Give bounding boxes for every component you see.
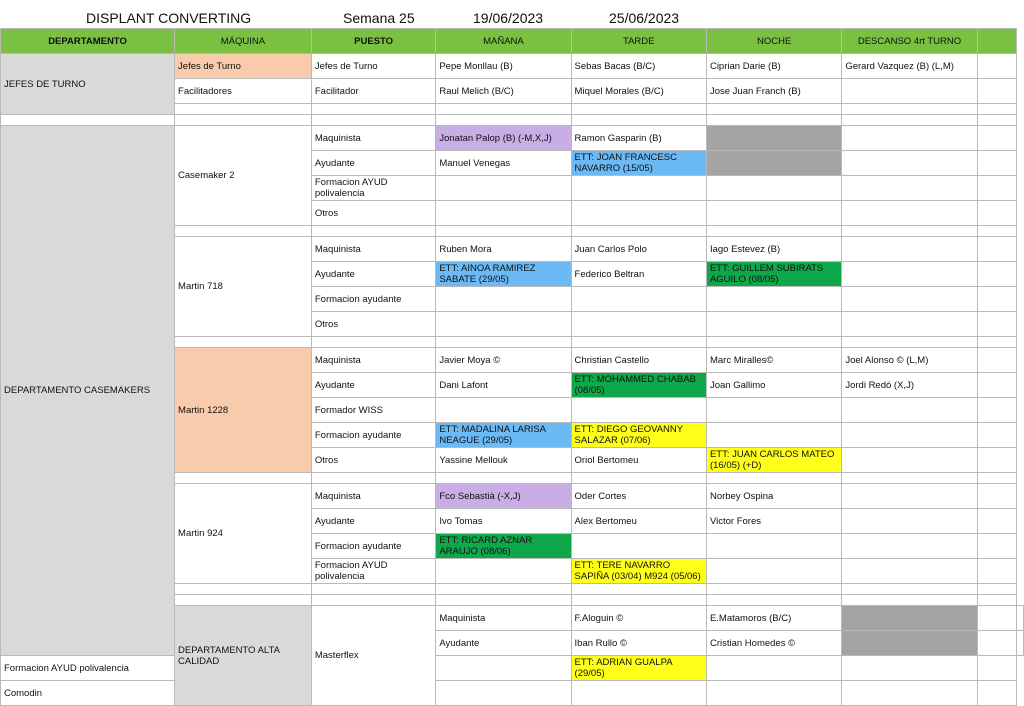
descanso-cell[interactable]: Gerard Vazquez (B) (L,M) <box>842 54 977 79</box>
cell[interactable] <box>977 287 1016 312</box>
noche-cell[interactable] <box>706 312 841 337</box>
col-header-departamento[interactable]: DEPARTAMENTO <box>1 29 175 54</box>
table-row <box>1 681 1024 706</box>
dept-alta-calidad[interactable]: DEPARTAMENTO ALTA CALIDAD <box>175 606 312 706</box>
descanso-cell[interactable]: Jordi Redó (X,J) <box>842 373 977 398</box>
cell[interactable] <box>977 54 1016 79</box>
noche-cell[interactable]: Victor Fores <box>706 509 841 534</box>
manana-cell[interactable] <box>436 398 571 423</box>
noche-cell[interactable] <box>706 656 841 681</box>
descanso-cell[interactable] <box>842 398 977 423</box>
descanso-cell[interactable] <box>842 656 977 681</box>
cell[interactable] <box>977 509 1016 534</box>
descanso-cell[interactable] <box>977 631 1016 656</box>
dept-casemakers[interactable]: DEPARTAMENTO CASEMAKERS <box>1 126 175 656</box>
manana-cell[interactable]: Pepe Monllau (B) <box>436 54 571 79</box>
machine-martin-718[interactable]: Martin 718 <box>175 237 312 337</box>
noche-cell[interactable]: Iago Estevez (B) <box>706 237 841 262</box>
manana-cell[interactable]: ETT: AINOA RAMIREZ SABATE (29/05) <box>436 262 571 287</box>
puesto-cell[interactable]: Maquinista <box>436 606 571 631</box>
puesto-cell[interactable]: Maquinista <box>311 126 435 151</box>
puesto-cell[interactable]: Ayudante <box>311 262 435 287</box>
date-to: 25/06/2023 <box>609 10 680 26</box>
manana-cell[interactable] <box>436 681 571 706</box>
col-header-tarde[interactable]: TARDE <box>571 29 706 54</box>
manana-cell[interactable] <box>436 201 571 226</box>
manana-cell[interactable]: F.Aloguin © <box>571 606 706 631</box>
manana-cell[interactable]: Ruben Mora <box>436 237 571 262</box>
cell[interactable] <box>977 201 1016 226</box>
cell[interactable] <box>977 656 1016 681</box>
puesto-cell[interactable]: Ayudante <box>311 509 435 534</box>
machine-facilitadores[interactable]: Facilitadores <box>175 79 312 104</box>
manana-cell[interactable] <box>436 176 571 201</box>
tarde-cell[interactable] <box>571 534 706 559</box>
noche-cell[interactable] <box>706 287 841 312</box>
manana-cell[interactable]: Fco Sebastià (-X,J) <box>436 484 571 509</box>
col-header-descanso[interactable]: DESCANSO 4rt TURNO <box>842 29 977 54</box>
puesto-cell[interactable]: Ayudante <box>311 151 435 176</box>
table-row <box>1 656 1024 681</box>
header-row <box>1 29 1024 54</box>
tarde-cell[interactable] <box>571 176 706 201</box>
tarde-cell[interactable]: ETT: DIEGO GEOVANNY SALAZAR (07/06) <box>571 423 706 448</box>
descanso-cell[interactable] <box>842 559 977 584</box>
noche-cell[interactable] <box>706 126 841 151</box>
noche-cell[interactable] <box>706 423 841 448</box>
descanso-cell[interactable] <box>977 606 1016 631</box>
cell[interactable] <box>977 681 1016 706</box>
manana-cell[interactable]: Yassine Mellouk <box>436 448 571 473</box>
puesto-cell[interactable]: Formacion AYUD polivalencia <box>1 656 175 681</box>
descanso-cell[interactable] <box>842 79 977 104</box>
descanso-cell[interactable] <box>842 176 977 201</box>
noche-cell[interactable]: Marc Miralles© <box>706 348 841 373</box>
cell[interactable] <box>977 348 1016 373</box>
tarde-cell[interactable]: Ramon Gasparin (B) <box>571 126 706 151</box>
tarde-cell[interactable]: Juan Carlos Polo <box>571 237 706 262</box>
manana-cell[interactable]: Raul Melich (B/C) <box>436 79 571 104</box>
noche-cell[interactable] <box>706 201 841 226</box>
puesto-cell[interactable]: Otros <box>311 312 435 337</box>
sheet-title: DISPLANT CONVERTING <box>86 10 252 26</box>
puesto-cell[interactable]: Maquinista <box>311 484 435 509</box>
cell[interactable] <box>977 373 1016 398</box>
cell[interactable] <box>977 312 1016 337</box>
noche-cell[interactable]: Norbey Ospina <box>706 484 841 509</box>
tarde-cell[interactable]: Miquel Morales (B/C) <box>571 79 706 104</box>
tarde-cell[interactable] <box>571 312 706 337</box>
tarde-cell[interactable]: Oder Cortes <box>571 484 706 509</box>
puesto-cell[interactable]: Formador WISS <box>311 398 435 423</box>
cell[interactable] <box>977 176 1016 201</box>
noche-cell[interactable]: ETT: JUAN CARLOS MATEO (16/05) (+D) <box>706 448 841 473</box>
cell[interactable] <box>977 29 1016 54</box>
manana-cell[interactable]: Dani Lafont <box>436 373 571 398</box>
manana-cell[interactable] <box>436 656 571 681</box>
manana-cell[interactable]: Jonatan Palop (B) (-M,X,J) <box>436 126 571 151</box>
cell[interactable] <box>977 423 1016 448</box>
shift-schedule-table <box>0 28 1024 706</box>
machine-casemaker-2[interactable]: Casemaker 2 <box>175 126 312 226</box>
descanso-cell[interactable] <box>842 312 977 337</box>
manana-cell[interactable]: Ivo Tomas <box>436 509 571 534</box>
cell[interactable] <box>977 79 1016 104</box>
manana-cell[interactable]: Manuel Venegas <box>436 151 571 176</box>
noche-cell[interactable] <box>842 606 977 631</box>
cell[interactable] <box>977 484 1016 509</box>
descanso-cell[interactable] <box>842 423 977 448</box>
puesto-cell[interactable]: Maquinista <box>311 237 435 262</box>
descanso-cell[interactable]: Joel Alonso © (L,M) <box>842 348 977 373</box>
tarde-cell[interactable]: ETT: ADRIAN GUALPA (29/05) <box>571 656 706 681</box>
tarde-cell[interactable]: Cristian Homedes © <box>706 631 841 656</box>
noche-cell[interactable]: Joan Gallimo <box>706 373 841 398</box>
machine-jefes-de-turno[interactable]: Jefes de Turno <box>175 54 312 79</box>
manana-cell[interactable]: Javier Moya © <box>436 348 571 373</box>
puesto-cell[interactable]: Otros <box>311 448 435 473</box>
puesto-cell[interactable]: Comodin <box>1 681 175 706</box>
tarde-cell[interactable] <box>571 398 706 423</box>
puesto-cell[interactable]: Jefes de Turno <box>311 54 435 79</box>
noche-cell[interactable] <box>842 631 977 656</box>
tarde-cell[interactable]: ETT: TERE NAVARRO SAPIÑA (03/04) M924 (05/06) <box>571 559 706 584</box>
noche-cell[interactable]: Jose Juan Franch (B) <box>706 79 841 104</box>
col-header-puesto[interactable]: PUESTO <box>311 29 435 54</box>
noche-cell[interactable] <box>706 151 841 176</box>
descanso-cell[interactable] <box>842 534 977 559</box>
cell[interactable] <box>977 559 1016 584</box>
tarde-cell[interactable]: ETT: JOAN FRANCESC NAVARRO (15/05) <box>571 151 706 176</box>
manana-cell[interactable] <box>436 559 571 584</box>
descanso-cell[interactable] <box>842 237 977 262</box>
puesto-cell[interactable]: Ayudante <box>436 631 571 656</box>
descanso-cell[interactable] <box>842 484 977 509</box>
puesto-cell[interactable]: Formacion ayudante <box>311 534 435 559</box>
spacer-row <box>1 115 1024 126</box>
machine-martin-1228[interactable]: Martin 1228 <box>175 348 312 473</box>
noche-cell[interactable] <box>706 559 841 584</box>
tarde-cell[interactable]: E.Matamoros (B/C) <box>706 606 841 631</box>
manana-cell[interactable]: ETT: MADALINA LARISA NEAGUE (29/05) <box>436 423 571 448</box>
puesto-cell[interactable]: Ayudante <box>311 373 435 398</box>
table-row <box>1 54 1024 79</box>
col-header-manana[interactable]: MAÑANA <box>436 29 571 54</box>
descanso-cell[interactable] <box>842 151 977 176</box>
puesto-cell[interactable]: Formacion ayudante <box>311 423 435 448</box>
cell[interactable] <box>977 448 1016 473</box>
dept-jefes-de-turno[interactable]: JEFES DE TURNO <box>1 54 175 115</box>
machine-masterflex[interactable]: Masterflex <box>311 606 435 706</box>
tarde-cell[interactable]: Federico Beltran <box>571 262 706 287</box>
machine-martin-924[interactable]: Martin 924 <box>175 484 312 584</box>
manana-cell[interactable]: ETT: RICARD AZNAR ARAUJO (08/06) <box>436 534 571 559</box>
col-header-noche[interactable]: NOCHE <box>706 29 841 54</box>
tarde-cell[interactable]: ETT: MOHAMMED CHABAB (08/05) <box>571 373 706 398</box>
descanso-cell[interactable] <box>842 509 977 534</box>
cell[interactable] <box>977 126 1016 151</box>
puesto-cell[interactable]: Maquinista <box>311 348 435 373</box>
table-row <box>1 126 1024 151</box>
puesto-cell[interactable]: Otros <box>311 201 435 226</box>
cell[interactable] <box>977 534 1016 559</box>
noche-cell[interactable] <box>706 534 841 559</box>
descanso-cell[interactable] <box>842 681 977 706</box>
manana-cell[interactable] <box>436 312 571 337</box>
cell[interactable] <box>977 262 1016 287</box>
descanso-cell[interactable] <box>842 448 977 473</box>
tarde-cell[interactable] <box>571 201 706 226</box>
col-header-maquina[interactable]: MÁQUINA <box>175 29 312 54</box>
descanso-cell[interactable] <box>842 126 977 151</box>
cell[interactable] <box>977 151 1016 176</box>
puesto-cell[interactable]: Formacion AYUD polivalencia <box>311 559 435 584</box>
noche-cell[interactable] <box>706 681 841 706</box>
noche-cell[interactable]: ETT: GUILLEM SUBIRATS AGUILO (08/05) <box>706 262 841 287</box>
cell[interactable] <box>977 237 1016 262</box>
manana-cell[interactable] <box>436 287 571 312</box>
puesto-cell[interactable]: Facilitador <box>311 79 435 104</box>
week-label: Semana 25 <box>343 10 415 26</box>
date-from: 19/06/2023 <box>473 10 544 26</box>
noche-cell[interactable] <box>706 398 841 423</box>
tarde-cell[interactable] <box>571 681 706 706</box>
manana-cell[interactable]: Iban Rullo © <box>571 631 706 656</box>
tarde-cell[interactable] <box>571 287 706 312</box>
cell[interactable] <box>1017 631 1024 656</box>
cell[interactable] <box>977 398 1016 423</box>
tarde-cell[interactable]: Christian Castello <box>571 348 706 373</box>
descanso-cell[interactable] <box>842 287 977 312</box>
descanso-cell[interactable] <box>842 201 977 226</box>
tarde-cell[interactable]: Alex Bertomeu <box>571 509 706 534</box>
tarde-cell[interactable]: Sebas Bacas (B/C) <box>571 54 706 79</box>
noche-cell[interactable] <box>706 176 841 201</box>
cell[interactable] <box>1017 606 1024 631</box>
descanso-cell[interactable] <box>842 262 977 287</box>
noche-cell[interactable]: Ciprian Darie (B) <box>706 54 841 79</box>
puesto-cell[interactable]: Formacion ayudante <box>311 287 435 312</box>
puesto-cell[interactable]: Formacion AYUD polivalencia <box>311 176 435 201</box>
tarde-cell[interactable]: Oriol Bertomeu <box>571 448 706 473</box>
